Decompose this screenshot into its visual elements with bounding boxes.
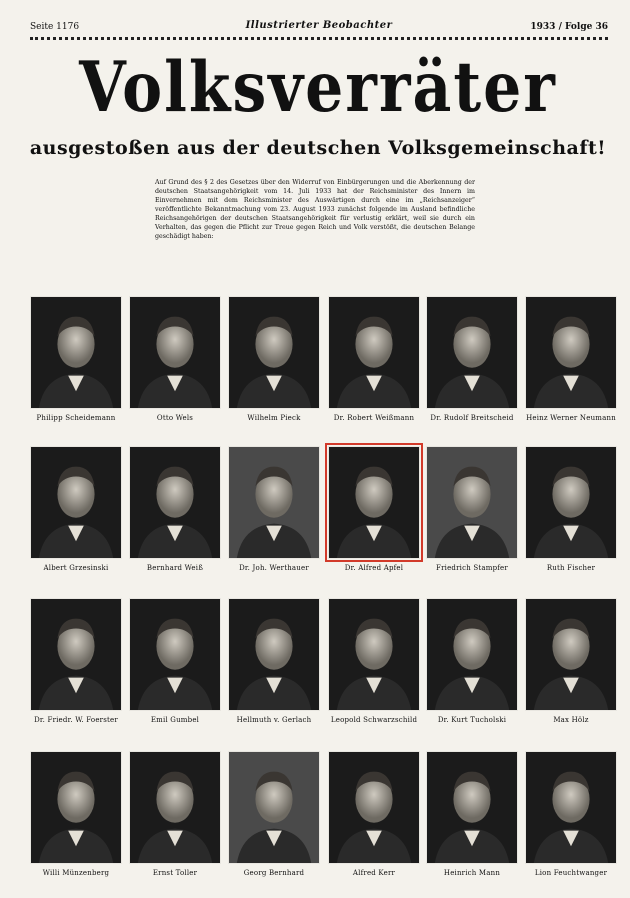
portrait-photo [328,751,420,864]
portrait-photo [228,598,320,711]
portrait-photo [525,598,617,711]
portrait-card [426,446,518,572]
portrait-name: Albert Grzesinski [43,564,109,572]
portrait-card [228,751,320,877]
portrait-photo [525,296,617,409]
portrait-card [426,598,518,724]
portrait-card [525,446,617,572]
portrait-photo [328,446,420,559]
page-number: Seite 1176 [30,22,80,32]
portrait-name: Willi Münzenberg [42,869,110,877]
portrait-photo [228,296,320,409]
portrait-photo [129,598,221,711]
portrait-photo [426,446,518,559]
portrait-card [426,296,518,422]
portrait-name: Emil Gumbel [150,716,200,724]
portrait-photo [328,296,420,409]
portrait-name: Ruth Fischer [546,564,596,572]
portrait-name: Friedrich Stampfer [436,564,508,572]
publication-title: Illustrierter Beobachter [245,20,393,31]
portrait-photo [30,446,122,559]
portrait-name: Bernhard Weiß [146,564,204,572]
portrait-name: Heinz Werner Neumann [526,414,616,422]
portrait-card [129,598,221,724]
portrait-name: Wilhelm Pieck [247,414,301,422]
portrait-card [129,751,221,877]
portrait-name: Alfred Kerr [352,869,396,877]
portrait-photo [30,751,122,864]
issue-number: 1933 / Folge 36 [530,22,608,32]
portrait-name: Philipp Scheidemann [36,414,116,422]
portrait-name: Lion Feuchtwanger [534,869,608,877]
portrait-grid [20,296,620,886]
portrait-name: Dr. Alfred Apfel [344,564,404,572]
headline: Volksverräter [79,47,557,129]
portrait-photo [525,751,617,864]
portrait-photo [426,598,518,711]
portrait-name: Heinrich Mann [443,869,501,877]
portrait-name: Dr. Rudolf Breitscheid [430,414,514,422]
portrait-card [328,598,420,724]
portrait-photo [30,598,122,711]
portrait-card [228,598,320,724]
portrait-card [328,446,420,572]
portrait-card [30,751,122,877]
portrait-name: Leopold Schwarzschild [330,716,418,724]
portrait-name: Dr. Friedr. W. Foerster [34,716,118,724]
portrait-card [525,598,617,724]
portrait-card [328,296,420,422]
portrait-name: Max Hölz [553,716,589,724]
portrait-card [30,598,122,724]
portrait-name: Ernst Toller [152,869,198,877]
page-header [30,20,608,36]
portrait-name: Hellmuth v. Gerlach [236,716,312,724]
portrait-photo [228,751,320,864]
portrait-card [525,296,617,422]
intro-paragraph: Auf Grund des § 2 des Gesetzes über den Widerruf von Einbürgerungen und die Aberkennung der deutschen Staatsangehörigkeit vom 14. Juli 1933 hat der Reichsminister des Innern im Einvernehmen mit dem Reichsminister des Auswärtigen durch eine im „Reichsanzeiger“ veröffentlichte Bekanntmachung vom 23. August 1933 zunächst folgende im Ausland befindliche Reichsangehörigen der deutschen Staatsangehörigkeit für verlustig erklärt, weil sie durch ein Verhalten, das gegen die Pflicht zur Treue gegen Reich und Volk verstößt, die deutschen Belange geschädigt haben: [155,179,475,240]
subheadline: ausgestoßen aus der deutschen Volksgemeinschaft! [29,137,607,159]
portrait-card [30,446,122,572]
portrait-name: Dr. Kurt Tucholski [437,716,507,724]
portrait-photo [426,296,518,409]
portrait-name: Dr. Robert Weißmann [333,414,415,422]
portrait-name: Dr. Joh. Werthauer [239,564,309,572]
portrait-card [328,751,420,877]
portrait-name: Otto Wels [156,414,194,422]
portrait-card [525,751,617,877]
header-rule [30,37,608,40]
portrait-photo [129,751,221,864]
portrait-photo [129,446,221,559]
portrait-photo [129,296,221,409]
portrait-photo [30,296,122,409]
portrait-card [426,751,518,877]
portrait-card [129,296,221,422]
portrait-name: Georg Bernhard [243,869,305,877]
portrait-card [228,446,320,572]
portrait-photo [328,598,420,711]
portrait-card [30,296,122,422]
portrait-card [228,296,320,422]
portrait-photo [228,446,320,559]
portrait-photo [525,446,617,559]
portrait-photo [426,751,518,864]
portrait-card [129,446,221,572]
